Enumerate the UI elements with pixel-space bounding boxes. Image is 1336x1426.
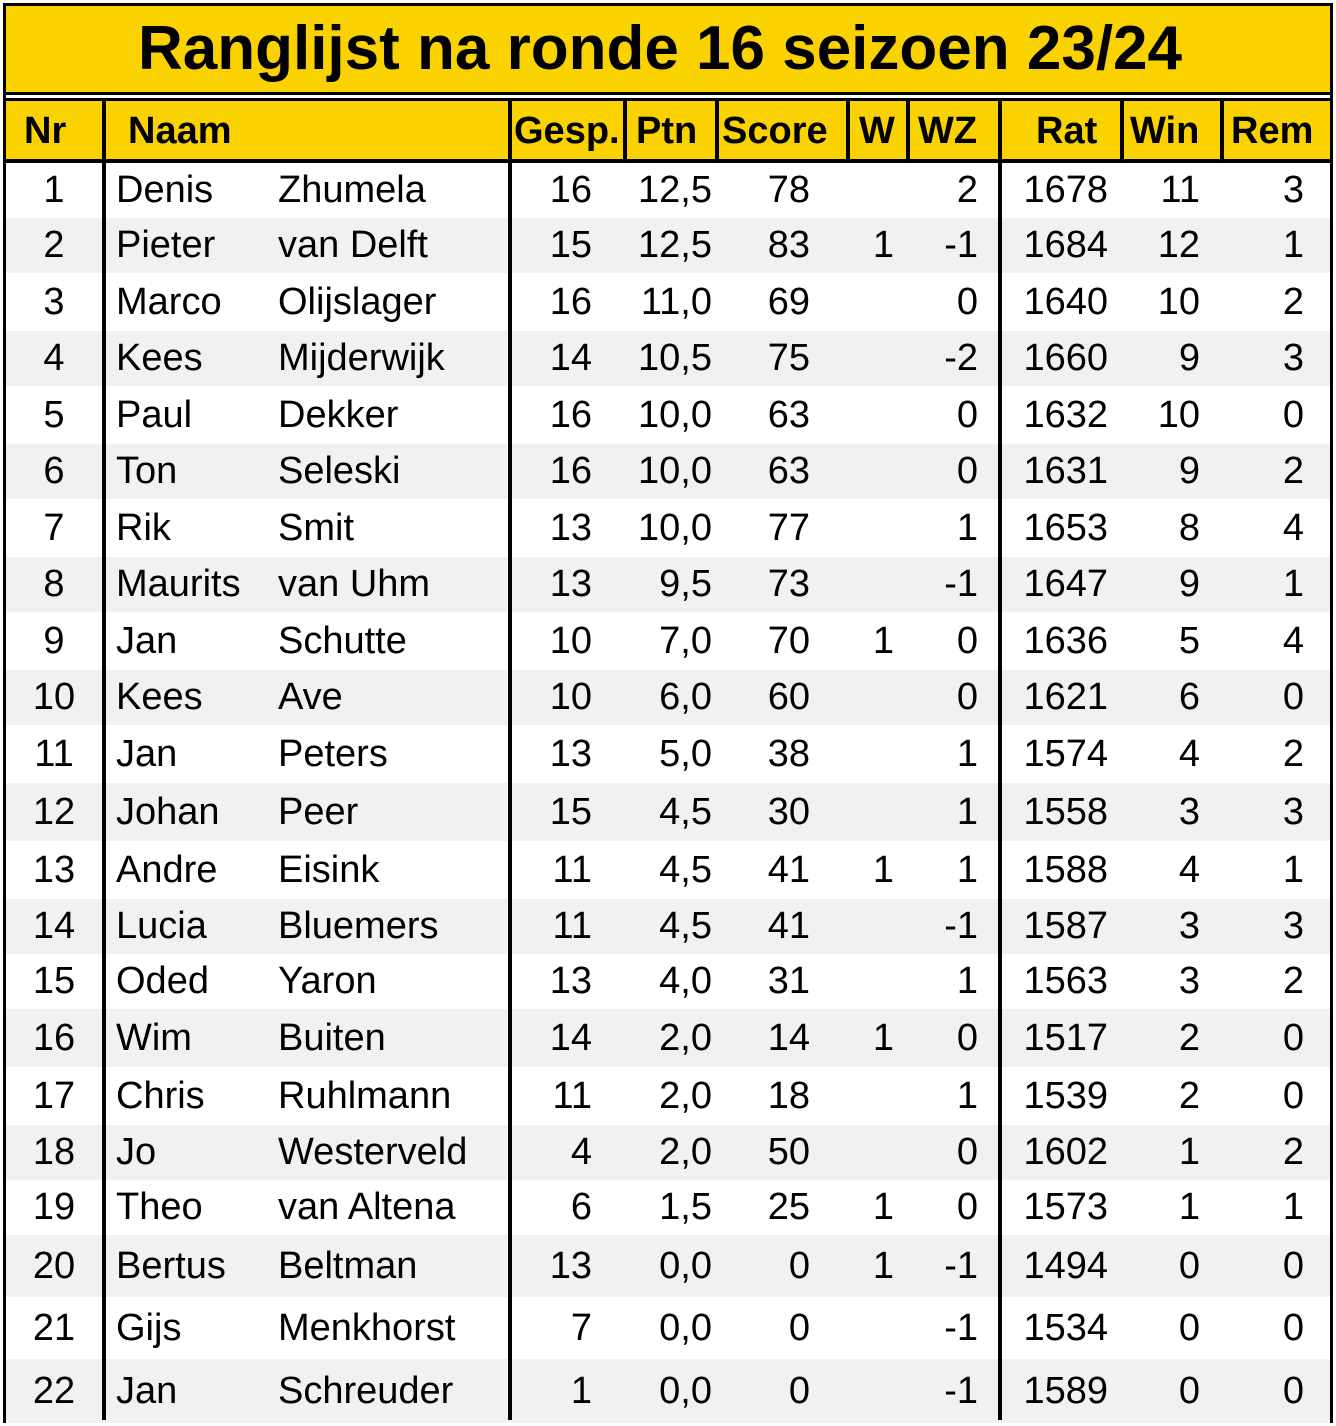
cell-rat: 1647 (1023, 563, 1108, 605)
cell-last: Yaron (278, 960, 377, 1002)
cell-rat: 1573 (1023, 1186, 1108, 1228)
cell-nr: 13 (32, 848, 76, 891)
cell-first: Wim (116, 1016, 192, 1059)
cell-first: Denis (116, 169, 214, 211)
cell-w (848, 1359, 894, 1423)
cell-wz: 1 (956, 506, 978, 549)
cell-score: 18 (767, 1074, 810, 1117)
cell-score: 0 (788, 1369, 810, 1412)
cell-nr: 15 (32, 960, 76, 1002)
cell-w (848, 1067, 894, 1125)
cell-gesp: 13 (549, 960, 592, 1002)
cell-win: 2 (1178, 1074, 1200, 1117)
cell-score: 14 (767, 1016, 810, 1059)
cell-score: 50 (767, 1131, 810, 1173)
col-header-score: Score (722, 110, 828, 152)
cell-w (848, 444, 894, 499)
table-row (6, 1180, 1330, 1235)
cell-win: 10 (1157, 280, 1200, 323)
col-header-wz: WZ (918, 110, 978, 152)
cell-rem: 0 (1282, 1369, 1304, 1412)
cell-ptn: 2,0 (659, 1074, 712, 1117)
cell-rat: 1660 (1023, 337, 1108, 379)
cell-gesp: 4 (570, 1131, 592, 1173)
cell-first: Jan (116, 732, 178, 775)
cell-gesp: 13 (549, 563, 592, 605)
cell-gesp: 11 (552, 1074, 592, 1117)
cell-nr: 10 (32, 676, 76, 718)
cell-gesp: 11 (552, 905, 592, 947)
cell-ptn: 2,0 (659, 1131, 712, 1173)
cell-first: Chris (116, 1074, 205, 1117)
cell-rem: 1 (1282, 563, 1304, 605)
cell-rem: 2 (1282, 732, 1304, 775)
cell-last: Menkhorst (278, 1306, 456, 1349)
cell-gesp: 15 (549, 224, 592, 266)
table-row (6, 612, 1330, 670)
cell-first: Kees (116, 337, 203, 379)
cell-score: 77 (767, 506, 810, 549)
cell-wz: -1 (944, 1244, 978, 1287)
cell-nr: 8 (43, 563, 65, 605)
table-row (6, 331, 1330, 386)
column-divider (623, 98, 627, 160)
table-row (6, 954, 1330, 1009)
cell-first: Ton (116, 450, 178, 492)
cell-first: Pieter (116, 224, 216, 266)
cell-gesp: 7 (570, 1306, 592, 1349)
cell-wz: -1 (944, 1369, 978, 1412)
cell-gesp: 14 (549, 1016, 592, 1059)
cell-rat: 1678 (1023, 169, 1108, 211)
cell-nr: 3 (43, 280, 65, 323)
cell-nr: 19 (32, 1186, 76, 1228)
cell-rem: 3 (1282, 169, 1304, 211)
cell-last: Dekker (278, 393, 399, 436)
table-row (6, 725, 1330, 783)
cell-rat: 1589 (1023, 1369, 1108, 1412)
cell-gesp: 1 (570, 1369, 592, 1412)
cell-score: 70 (767, 619, 810, 662)
cell-last: Olijslager (278, 280, 437, 323)
cell-score: 0 (788, 1306, 810, 1349)
cell-w: 1 (872, 1016, 894, 1059)
table-row (6, 386, 1330, 444)
cell-win: 9 (1178, 337, 1200, 379)
cell-score: 31 (767, 960, 810, 1002)
cell-rem: 0 (1282, 393, 1304, 436)
col-header-gesp: Gesp. (514, 110, 620, 152)
cell-last: Seleski (278, 450, 401, 492)
column-divider (906, 98, 910, 160)
cell-rem: 4 (1282, 506, 1304, 549)
cell-ptn: 2,0 (659, 1016, 712, 1059)
cell-w (848, 1125, 894, 1180)
cell-gesp: 16 (549, 450, 592, 492)
cell-first: Andre (116, 848, 218, 891)
cell-w (848, 163, 894, 218)
cell-wz: -1 (944, 905, 978, 947)
cell-last: Schreuder (278, 1369, 454, 1412)
cell-win: 12 (1157, 224, 1200, 266)
cell-last: Beltman (278, 1244, 418, 1287)
cell-score: 75 (767, 337, 810, 379)
cell-rem: 0 (1282, 676, 1304, 718)
cell-wz: 1 (956, 732, 978, 775)
column-divider (102, 98, 106, 1420)
cell-win: 5 (1178, 619, 1200, 662)
cell-first: Jo (116, 1131, 157, 1173)
cell-rem: 2 (1282, 280, 1304, 323)
cell-score: 41 (767, 905, 810, 947)
cell-ptn: 7,0 (659, 619, 712, 662)
cell-ptn: 0,0 (659, 1244, 712, 1287)
cell-last: Ave (278, 676, 343, 718)
cell-score: 0 (788, 1244, 810, 1287)
cell-ptn: 12,5 (638, 224, 712, 266)
cell-win: 11 (1160, 169, 1200, 211)
cell-score: 63 (767, 450, 810, 492)
page-title: Ranglijst na ronde 16 seizoen 23/24 (6, 6, 1330, 95)
cell-rem: 3 (1282, 905, 1304, 947)
column-divider (846, 98, 850, 160)
cell-w (848, 954, 894, 1009)
col-header-ptn: Ptn (636, 110, 698, 152)
cell-score: 73 (767, 563, 810, 605)
cell-nr: 11 (34, 732, 74, 775)
cell-rat: 1587 (1023, 905, 1108, 947)
cell-rat: 1631 (1023, 450, 1108, 492)
column-divider (715, 98, 719, 160)
cell-rem: 2 (1282, 450, 1304, 492)
cell-score: 83 (767, 224, 810, 266)
cell-ptn: 10,0 (638, 450, 712, 492)
cell-last: Peters (278, 732, 388, 775)
table-row (6, 1235, 1330, 1297)
cell-rem: 4 (1282, 619, 1304, 662)
cell-last: Schutte (278, 619, 407, 662)
cell-w (848, 670, 894, 725)
cell-rat: 1539 (1023, 1074, 1108, 1117)
table-row (6, 1009, 1330, 1067)
cell-nr: 18 (32, 1131, 76, 1173)
cell-gesp: 16 (549, 280, 592, 323)
cell-win: 10 (1157, 393, 1200, 436)
cell-gesp: 14 (549, 337, 592, 379)
cell-score: 30 (767, 790, 810, 833)
cell-win: 6 (1178, 676, 1200, 718)
column-divider (998, 98, 1002, 1420)
cell-nr: 5 (43, 393, 65, 436)
cell-wz: 0 (956, 393, 978, 436)
cell-ptn: 9,5 (659, 563, 712, 605)
cell-last: Smit (278, 506, 354, 549)
cell-rem: 0 (1282, 1244, 1304, 1287)
cell-nr: 14 (32, 905, 76, 947)
cell-ptn: 1,5 (659, 1186, 712, 1228)
cell-w (848, 499, 894, 557)
cell-win: 4 (1178, 732, 1200, 775)
cell-score: 41 (767, 848, 810, 891)
cell-w: 1 (872, 848, 894, 891)
cell-rat: 1640 (1023, 280, 1108, 323)
cell-first: Lucia (116, 905, 207, 947)
cell-rat: 1517 (1023, 1016, 1108, 1059)
cell-rat: 1574 (1023, 732, 1108, 775)
table-row (6, 1125, 1330, 1180)
table-row (6, 444, 1330, 499)
cell-rem: 1 (1282, 224, 1304, 266)
cell-ptn: 4,5 (659, 848, 712, 891)
cell-rat: 1563 (1023, 960, 1108, 1002)
cell-nr: 17 (32, 1074, 76, 1117)
cell-first: Gijs (116, 1306, 182, 1349)
cell-wz: 1 (956, 1074, 978, 1117)
cell-w: 1 (872, 1244, 894, 1287)
cell-score: 69 (767, 280, 810, 323)
cell-first: Oded (116, 960, 209, 1002)
cell-wz: -1 (944, 563, 978, 605)
cell-nr: 20 (32, 1244, 76, 1287)
column-divider (1120, 98, 1124, 160)
cell-last: Zhumela (278, 169, 426, 211)
cell-w (848, 1297, 894, 1359)
cell-w (848, 899, 894, 954)
cell-ptn: 5,0 (659, 732, 712, 775)
cell-ptn: 4,0 (659, 960, 712, 1002)
cell-first: Maurits (116, 563, 241, 605)
cell-w (848, 783, 894, 841)
col-header-w: W (859, 110, 895, 152)
cell-rem: 0 (1282, 1306, 1304, 1349)
table-row (6, 1067, 1330, 1125)
cell-last: Eisink (278, 848, 380, 891)
cell-rem: 1 (1282, 848, 1304, 891)
table-row (6, 1297, 1330, 1359)
cell-score: 38 (767, 732, 810, 775)
cell-first: Rik (116, 506, 171, 549)
cell-win: 0 (1178, 1244, 1200, 1287)
cell-win: 3 (1178, 790, 1200, 833)
table-row (6, 783, 1330, 841)
cell-w: 1 (872, 1186, 894, 1228)
table-row (6, 218, 1330, 273)
cell-w: 1 (872, 619, 894, 662)
cell-rat: 1653 (1023, 506, 1108, 549)
cell-rem: 3 (1282, 337, 1304, 379)
cell-rem: 3 (1282, 790, 1304, 833)
cell-rat: 1684 (1023, 224, 1108, 266)
cell-wz: 0 (956, 676, 978, 718)
table-row (6, 670, 1330, 725)
cell-win: 4 (1178, 848, 1200, 891)
column-divider (1220, 98, 1224, 160)
col-header-nr: Nr (24, 110, 67, 152)
cell-score: 63 (767, 393, 810, 436)
cell-ptn: 12,5 (638, 169, 712, 211)
cell-rem: 0 (1282, 1074, 1304, 1117)
cell-wz: -1 (944, 1306, 978, 1349)
cell-rat: 1636 (1023, 619, 1108, 662)
cell-wz: 0 (956, 619, 978, 662)
cell-win: 3 (1178, 960, 1200, 1002)
cell-ptn: 6,0 (659, 676, 712, 718)
cell-wz: -1 (944, 224, 978, 266)
cell-ptn: 10,0 (638, 506, 712, 549)
cell-win: 3 (1178, 905, 1200, 947)
cell-rem: 0 (1282, 1016, 1304, 1059)
cell-score: 25 (767, 1186, 810, 1228)
cell-w (848, 386, 894, 444)
cell-gesp: 15 (549, 790, 592, 833)
cell-first: Jan (116, 1369, 178, 1412)
cell-last: Bluemers (278, 905, 439, 947)
cell-rat: 1602 (1023, 1131, 1108, 1173)
cell-win: 0 (1178, 1369, 1200, 1412)
cell-gesp: 16 (549, 393, 592, 436)
cell-first: Kees (116, 676, 203, 718)
cell-gesp: 13 (549, 506, 592, 549)
cell-rem: 2 (1282, 960, 1304, 1002)
col-header-win: Win (1130, 110, 1200, 152)
cell-rat: 1588 (1023, 848, 1108, 891)
cell-win: 1 (1178, 1186, 1200, 1228)
cell-wz: 2 (956, 169, 978, 211)
table-row (6, 899, 1330, 954)
cell-first: Marco (116, 280, 222, 323)
cell-gesp: 6 (570, 1186, 592, 1228)
cell-ptn: 10,5 (638, 337, 712, 379)
table-row (6, 557, 1330, 612)
cell-score: 60 (767, 676, 810, 718)
column-divider (508, 98, 512, 1420)
table-row (6, 499, 1330, 557)
cell-rat: 1558 (1023, 790, 1108, 833)
cell-last: Westerveld (278, 1131, 468, 1173)
cell-last: van Altena (278, 1186, 456, 1228)
cell-gesp: 10 (549, 676, 592, 718)
cell-w (848, 273, 894, 331)
cell-win: 1 (1178, 1131, 1200, 1173)
cell-nr: 22 (32, 1369, 76, 1412)
cell-rat: 1632 (1023, 393, 1108, 436)
cell-first: Paul (116, 393, 193, 436)
cell-gesp: 16 (549, 169, 592, 211)
cell-nr: 16 (32, 1016, 76, 1059)
cell-last: Mijderwijk (278, 337, 445, 379)
cell-gesp: 13 (549, 1244, 592, 1287)
cell-last: Buiten (278, 1016, 386, 1059)
cell-wz: 0 (956, 1016, 978, 1059)
col-header-naam: Naam (128, 110, 232, 152)
cell-ptn: 4,5 (659, 905, 712, 947)
cell-last: van Uhm (278, 563, 431, 605)
table-row (6, 841, 1330, 899)
cell-score: 78 (767, 169, 810, 211)
cell-ptn: 0,0 (659, 1306, 712, 1349)
cell-wz: 0 (956, 1131, 978, 1173)
cell-first: Bertus (116, 1244, 226, 1287)
cell-rat: 1621 (1023, 676, 1108, 718)
cell-wz: 0 (956, 1186, 978, 1228)
cell-nr: 21 (32, 1306, 76, 1349)
cell-nr: 2 (43, 224, 65, 266)
cell-nr: 4 (43, 337, 65, 379)
table-header (6, 98, 1330, 163)
col-header-rem: Rem (1231, 110, 1314, 152)
table-row (6, 273, 1330, 331)
cell-win: 2 (1178, 1016, 1200, 1059)
cell-win: 0 (1178, 1306, 1200, 1349)
cell-w (848, 725, 894, 783)
table-row (6, 1359, 1330, 1423)
cell-wz: 0 (956, 450, 978, 492)
cell-last: Peer (278, 790, 359, 833)
cell-win: 9 (1178, 450, 1200, 492)
cell-ptn: 4,5 (659, 790, 712, 833)
cell-gesp: 11 (552, 848, 592, 891)
standings-sheet (3, 3, 1333, 1423)
cell-win: 8 (1178, 506, 1200, 549)
cell-w (848, 557, 894, 612)
cell-last: Ruhlmann (278, 1074, 452, 1117)
cell-last: van Delft (278, 224, 428, 266)
table-row (6, 163, 1330, 218)
cell-nr: 1 (43, 169, 65, 211)
cell-ptn: 10,0 (638, 393, 712, 436)
cell-nr: 12 (32, 790, 76, 833)
cell-rem: 1 (1282, 1186, 1304, 1228)
cell-first: Jan (116, 619, 178, 662)
cell-rem: 2 (1282, 1131, 1304, 1173)
cell-rat: 1494 (1023, 1244, 1108, 1287)
cell-wz: 1 (956, 790, 978, 833)
cell-w: 1 (872, 224, 894, 266)
cell-rat: 1534 (1023, 1306, 1108, 1349)
cell-wz: 1 (956, 848, 978, 891)
cell-gesp: 13 (549, 732, 592, 775)
cell-gesp: 10 (549, 619, 592, 662)
cell-ptn: 0,0 (659, 1369, 712, 1412)
cell-ptn: 11,0 (640, 280, 712, 323)
cell-nr: 7 (43, 506, 65, 549)
cell-nr: 6 (43, 450, 65, 492)
cell-wz: -2 (944, 337, 978, 379)
col-header-rat: Rat (1036, 110, 1098, 152)
cell-wz: 1 (956, 960, 978, 1002)
cell-w (848, 331, 894, 386)
cell-first: Theo (116, 1186, 203, 1228)
cell-wz: 0 (956, 280, 978, 323)
cell-first: Johan (116, 790, 220, 833)
cell-win: 9 (1178, 563, 1200, 605)
cell-nr: 9 (43, 619, 65, 662)
